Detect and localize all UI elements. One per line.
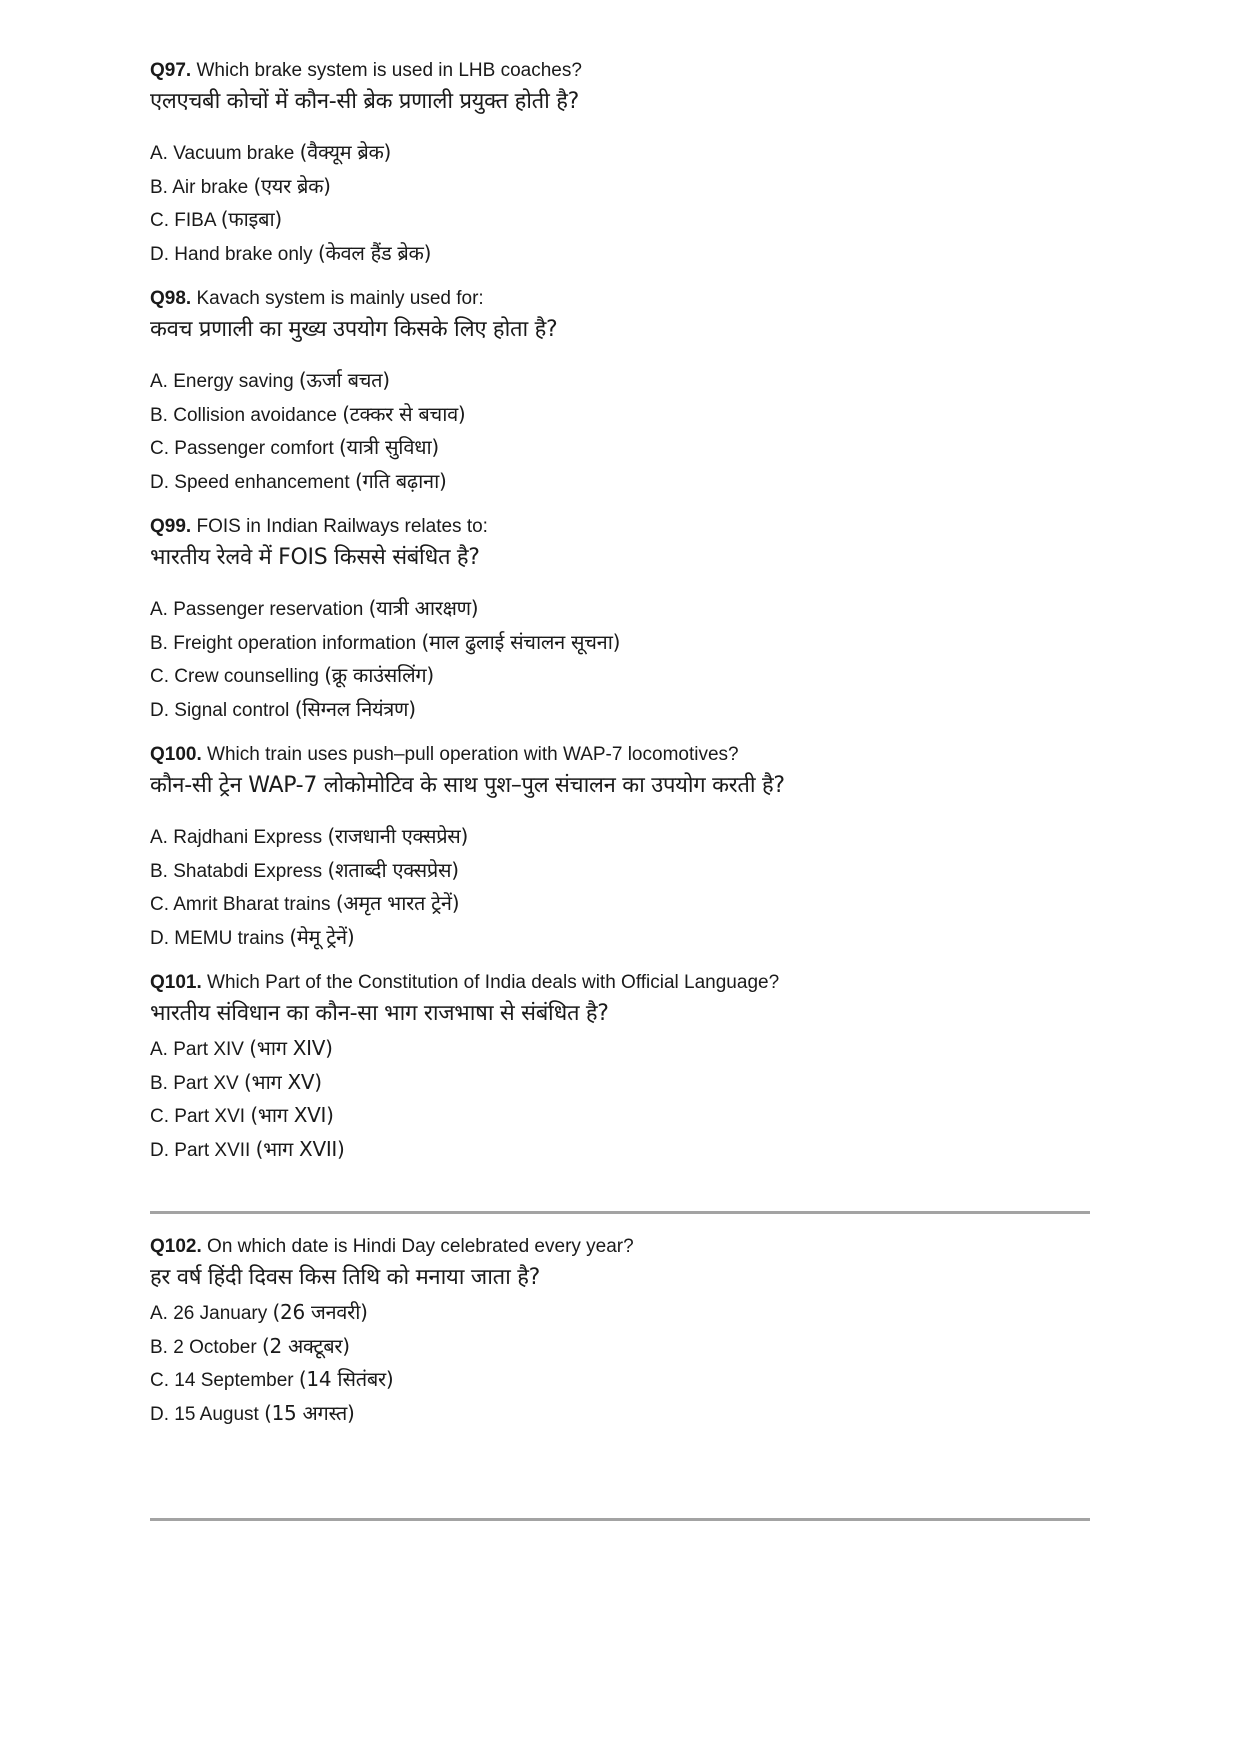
question-text-en <box>150 1232 1090 1262</box>
question-en-text: Which brake system is used in LHB coaches? <box>196 60 582 81</box>
option-b: B. Freight operation information (माल ढुलाई संचालन सूचना) <box>150 629 621 654</box>
option-d: D. 15 August (15 अगस्त) <box>150 1400 355 1425</box>
question-en-text: On which date is Hindi Day celebrated every year? <box>207 1236 634 1257</box>
option-a: A. Passenger reservation (यात्री आरक्षण) <box>150 596 479 620</box>
question-en-text: Kavach system is mainly used for: <box>196 288 484 309</box>
question-page-continued <box>150 1232 1090 1430</box>
option-d: D. Hand brake only (केवल हैंड ब्रेक) <box>150 240 432 265</box>
option-b: B. Part XV (भाग XV) <box>150 1069 322 1094</box>
option-c: C. Amrit Bharat trains (अमृत भारत ट्रेनें) <box>150 891 460 915</box>
question-en-text: Which Part of the Constitution of India deals with Official Language? <box>207 972 780 993</box>
question-number: Q102. <box>150 1236 202 1257</box>
option-d: D. MEMU trains (मेमू ट्रेनें) <box>150 924 355 949</box>
option-d: D. Part XVII (भाग XVII) <box>150 1136 345 1161</box>
question-q102 <box>150 1232 1090 1430</box>
option-list <box>150 1296 1090 1430</box>
horizontal-divider <box>150 1211 1090 1214</box>
option-d: D. Speed enhancement (गति बढ़ाना) <box>150 468 447 493</box>
question-q97 <box>150 56 1090 270</box>
option-a: A. Vacuum brake (वैक्यूम ब्रेक) <box>150 140 392 164</box>
option-list <box>150 1032 1090 1166</box>
question-text-en <box>150 968 1090 998</box>
option-b: B. Collision avoidance (टक्कर से बचाव) <box>150 401 466 426</box>
question-number: Q99. <box>150 516 192 537</box>
question-text-en <box>150 740 1090 770</box>
question-number: Q101. <box>150 972 202 993</box>
question-en-text: FOIS in Indian Railways relates to: <box>196 516 488 537</box>
option-a: A. Rajdhani Express (राजधानी एक्सप्रेस) <box>150 824 469 848</box>
question-page <box>150 56 1090 1166</box>
question-text-hi: एलएचबी कोचों में कौन-सी ब्रेक प्रणाली प्रयुक्त होती है? <box>150 89 580 114</box>
question-text-hi: हर वर्ष हिंदी दिवस किस तिथि को मनाया जाता है? <box>150 1265 541 1290</box>
option-c: C. Passenger comfort (यात्री सुविधा) <box>150 435 439 459</box>
option-list <box>150 364 1090 498</box>
option-a: A. Part XIV (भाग XIV) <box>150 1036 333 1060</box>
option-a: A. Energy saving (ऊर्जा बचत) <box>150 368 390 392</box>
option-c: C. FIBA (फाइबा) <box>150 207 282 231</box>
horizontal-divider <box>150 1518 1090 1521</box>
option-c: C. Part XVI (भाग XVI) <box>150 1103 334 1127</box>
question-text-hi: कवच प्रणाली का मुख्य उपयोग किसके लिए होता है? <box>150 317 558 342</box>
option-a: A. 26 January (26 जनवरी) <box>150 1300 368 1324</box>
option-b: B. 2 October (2 अक्टूबर) <box>150 1333 350 1358</box>
option-d: D. Signal control (सिग्नल नियंत्रण) <box>150 696 416 721</box>
question-text-en <box>150 56 1090 86</box>
option-list <box>150 592 1090 726</box>
question-q100 <box>150 740 1090 954</box>
question-q101 <box>150 968 1090 1166</box>
option-b: B. Air brake (एयर ब्रेक) <box>150 173 331 198</box>
question-text-hi: भारतीय रेलवे में FOIS किससे संबंधित है? <box>150 545 480 570</box>
question-text-hi: कौन-सी ट्रेन WAP-7 लोकोमोटिव के साथ पुश–पुल संचालन का उपयोग करती है? <box>150 773 785 798</box>
option-list <box>150 820 1090 954</box>
question-text-en <box>150 512 1090 542</box>
option-c: C. 14 September (14 सितंबर) <box>150 1367 394 1391</box>
question-en-text: Which train uses push–pull operation with WAP-7 locomotives? <box>207 744 739 765</box>
question-text-hi: भारतीय संविधान का कौन-सा भाग राजभाषा से संबंधित है? <box>150 1001 609 1026</box>
question-number: Q100. <box>150 744 202 765</box>
option-c: C. Crew counselling (क्रू काउंसलिंग) <box>150 663 434 687</box>
option-list <box>150 136 1090 270</box>
question-number: Q98. <box>150 288 192 309</box>
question-q98 <box>150 284 1090 498</box>
question-number: Q97. <box>150 60 192 81</box>
question-q99 <box>150 512 1090 726</box>
question-text-en <box>150 284 1090 314</box>
option-b: B. Shatabdi Express (शताब्दी एक्सप्रेस) <box>150 857 459 882</box>
